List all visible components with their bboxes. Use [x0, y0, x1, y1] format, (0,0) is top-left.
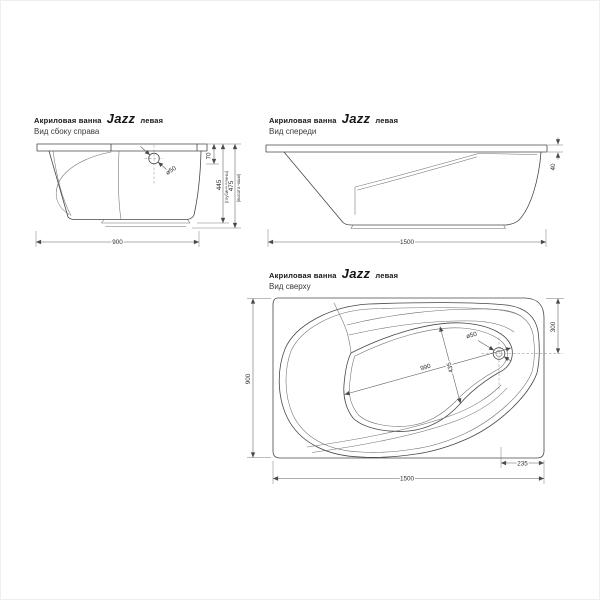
top-basin-outline — [344, 323, 513, 432]
product-variant: левая — [140, 116, 164, 125]
top-view-subtitle: Вид сверху — [269, 282, 311, 291]
product-name: Jazz — [341, 111, 371, 126]
top-apron-seams — [307, 385, 507, 453]
top-drain-label: ø50 — [465, 330, 478, 341]
side-dim-height-note: (высота чаши) — [236, 173, 241, 203]
front-dim-length-label: 1500 — [399, 239, 415, 247]
front-view-subtitle: Вид спереди — [269, 127, 317, 136]
side-view-subtitle: Вид сбоку справа — [34, 127, 100, 136]
product-variant: левая — [375, 271, 399, 280]
top-dim-drain-end-label: 235 — [517, 460, 528, 468]
front-dim-rim-label: 40 — [550, 163, 557, 171]
front-extension-lines — [268, 145, 563, 247]
product-prefix: Акриловая ванна — [34, 116, 102, 125]
side-dim-depth-note: (глубина ванны) — [224, 170, 229, 204]
side-dim-depth-label: 445 — [216, 179, 223, 191]
top-dim-drain-top-label: 300 — [550, 321, 557, 333]
front-view-drawing — [266, 138, 563, 248]
side-rim — [37, 144, 207, 151]
side-drain-label: ø50 — [164, 164, 178, 177]
product-variant: левая — [375, 116, 399, 125]
top-extension-lines — [247, 299, 564, 485]
top-drain-leader-2 — [504, 357, 512, 362]
product-name: Jazz — [106, 111, 136, 126]
top-dim-basin-width-label: 435 — [445, 361, 456, 374]
top-drain-leader-1 — [478, 341, 494, 351]
front-base-strip — [351, 225, 506, 229]
top-dim-width-label: 900 — [245, 373, 252, 385]
drawing-canvas — [1, 1, 600, 600]
product-prefix: Акриловая ванна — [269, 271, 337, 280]
top-outer-panel — [273, 298, 544, 458]
top-dim-length-label: 1500 — [399, 475, 415, 483]
top-bathtub-rim-outline — [279, 303, 539, 458]
side-view-drawing — [36, 144, 241, 247]
top-drain-centerlines — [482, 338, 564, 390]
top-dim-basin-length-label: 990 — [419, 362, 432, 373]
side-dim-rim-drop-label: 70 — [205, 152, 213, 160]
side-dim-width-label: 900 — [112, 239, 123, 247]
side-bathtub-outline — [49, 151, 201, 220]
side-base-strip — [102, 220, 191, 227]
side-dim-height-label: 475 — [228, 180, 235, 192]
top-view-drawing — [245, 298, 564, 484]
product-name: Jazz — [341, 266, 371, 281]
top-headrest-seams — [334, 303, 521, 353]
front-interior-contours — [355, 154, 537, 215]
front-rim — [266, 145, 547, 152]
top-dim-basin-length-line — [345, 348, 512, 395]
side-drain-leader-2 — [158, 162, 167, 170]
product-prefix: Акриловая ванна — [269, 116, 337, 125]
side-interior-contours — [53, 151, 121, 219]
front-bathtub-outline — [284, 152, 541, 225]
